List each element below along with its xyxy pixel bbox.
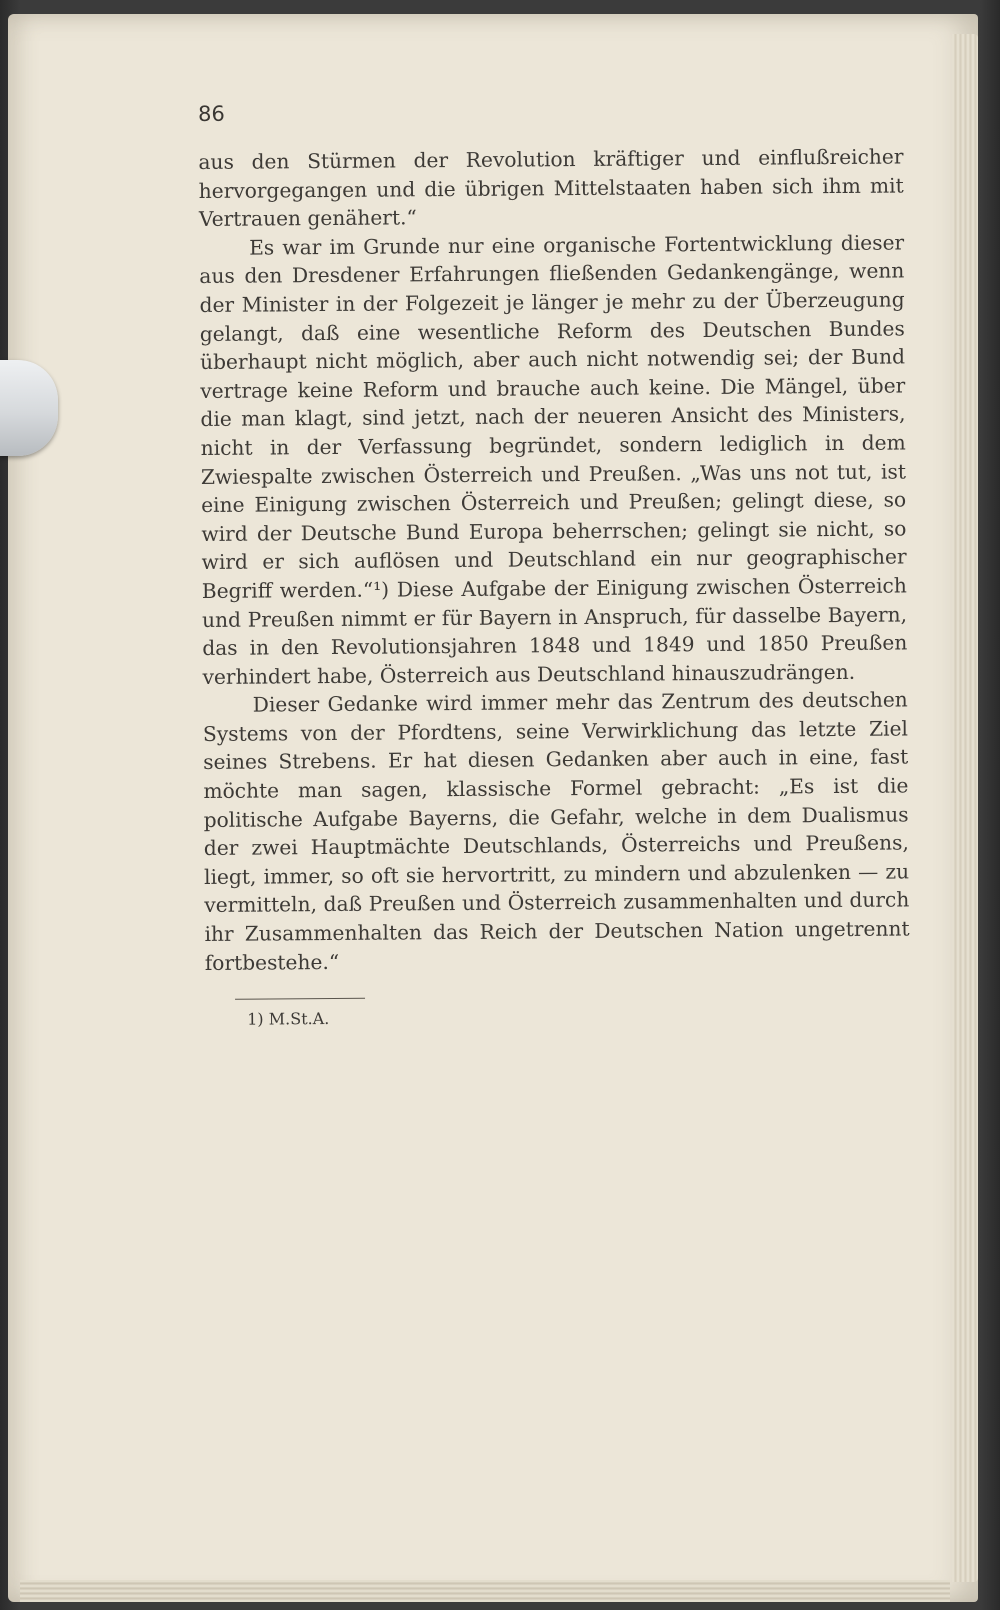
footnote-rule bbox=[235, 998, 365, 1000]
book-page bbox=[8, 14, 978, 1602]
text-block bbox=[198, 96, 910, 1029]
paragraph-3: Dieser Gedanke wird immer mehr das Zentrum des deutschen Systems von der Pfordtens, seine Verwirklichung das letzte Ziel seines Strebens. Er hat diesen Gedanken aber auch in eine, fast möchte man sagen, klassische Formel gebracht: „Es ist die politische Aufgabe Bayerns, die Gefahr, welche in dem Dualismus der zwei Hauptmächte Deutschlands, Österreichs und Preußens, liegt, immer, so oft sie hervortritt, zu mindern und abzulenken — zu vermitteln, daß Preußen und Österreich zusammenhalten und durch ihr Zusammenhalten das Reich der Deutschen Nation ungetrennt fortbestehe.“ bbox=[202, 687, 910, 975]
footnote-marker: 1) bbox=[247, 1009, 264, 1029]
footnote bbox=[247, 1005, 910, 1029]
page-bottom-edges bbox=[20, 1580, 950, 1602]
paragraph-2: Es war im Grunde nur eine organische Fortentwicklung dieser aus den Dresdener Erfahrungen fließenden Gedankengänge, wenn der Minister in der Folgezeit je länger je mehr zu der Überzeugung gelangt, daß eine wesentliche Reform des Deutschen Bundes überhaupt nicht möglich, aber auch nicht notwendig sei; der Bund vertrage keine Reform und brauche auch keine. Die Mängel, über die man klagt, sind jetzt, nach der neueren Ansicht des Ministers, nicht in der Verfassung begründet, sondern lediglich in dem Zwiespalte zwischen Österreich und Preußen. „Was uns not tut, ist eine Einigung zwischen Österreich und Preußen; gelingt diese, so wird der Deutsche Bund Europa beherrschen; gelingt sie nicht, so wird er sich auflösen und Deutschland ein nur geographischer Begriff werden.“¹) Diese Aufgabe der Einigung zwischen Österreich und Preußen nimmt er für Bayern in Anspruch, für dasselbe Bayern, das in den Revolutionsjahren 1848 und 1849 und 1850 Preußen verhindert habe, Österreich aus Deutschland hinauszudrängen. bbox=[199, 230, 908, 689]
page-number: 86 bbox=[198, 101, 225, 126]
paragraph-1: aus den Stürmen der Revolution kräftiger und einflußreicher hervorgegangen und die übrigen Mittelstaaten haben sich ihm mit Vertrauen genähert.“ bbox=[198, 144, 904, 232]
footnote-text: M.St.A. bbox=[268, 1009, 330, 1029]
page-edges bbox=[952, 34, 978, 1582]
